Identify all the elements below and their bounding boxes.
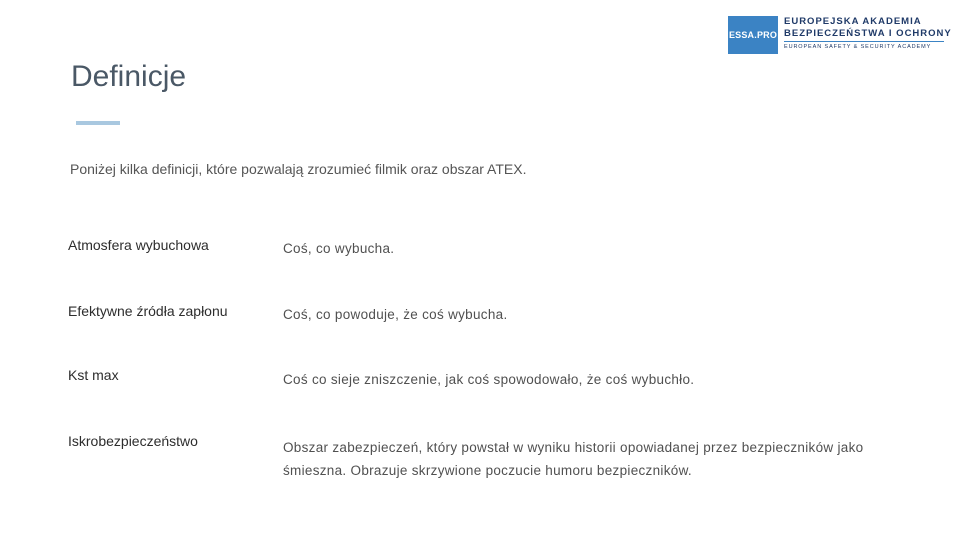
logo-name-line2: BEZPIECZEŃSTWA I OCHRONY: [784, 28, 952, 39]
definition-atmosfera-wybuchowa: Coś, co wybucha.: [283, 241, 395, 256]
logo-name-english: EUROPEAN SAFETY & SECURITY ACADEMY: [784, 44, 932, 50]
logo-name-line1: EUROPEJSKA AKADEMIA: [784, 16, 922, 27]
term-atmosfera-wybuchowa: Atmosfera wybuchowa: [68, 237, 209, 253]
definition-iskrobezpieczenstwo: Obszar zabezpieczeń, który powstał w wyniku historii opowiadanej przez bezpieczników jako śmieszna. Obrazuje skrzywione poczucie humoru bezpieczników.: [283, 440, 864, 478]
definition-kst-max: Coś co sieje zniszczenie, jak coś spowodowało, że coś wybuchło.: [283, 372, 695, 387]
term-efektywne-zrodla-zaplonu: Efektywne źródła zapłonu: [68, 303, 228, 319]
term-iskrobezpieczenstwo: Iskrobezpieczeństwo: [68, 433, 198, 449]
academy-logo: [728, 14, 952, 54]
term-kst-max: Kst max: [68, 367, 119, 383]
logo-badge: ESSA.PRO: [728, 16, 778, 54]
logo-divider: [784, 41, 944, 42]
definition-efektywne-zrodla-zaplonu: Coś, co powoduje, że coś wybucha.: [283, 307, 508, 322]
slide-title: Definicje: [71, 60, 187, 93]
intro-text: Poniżej kilka definicji, które pozwalają zrozumieć filmik oraz obszar ATEX.: [70, 161, 527, 177]
title-accent-bar: [76, 121, 120, 125]
